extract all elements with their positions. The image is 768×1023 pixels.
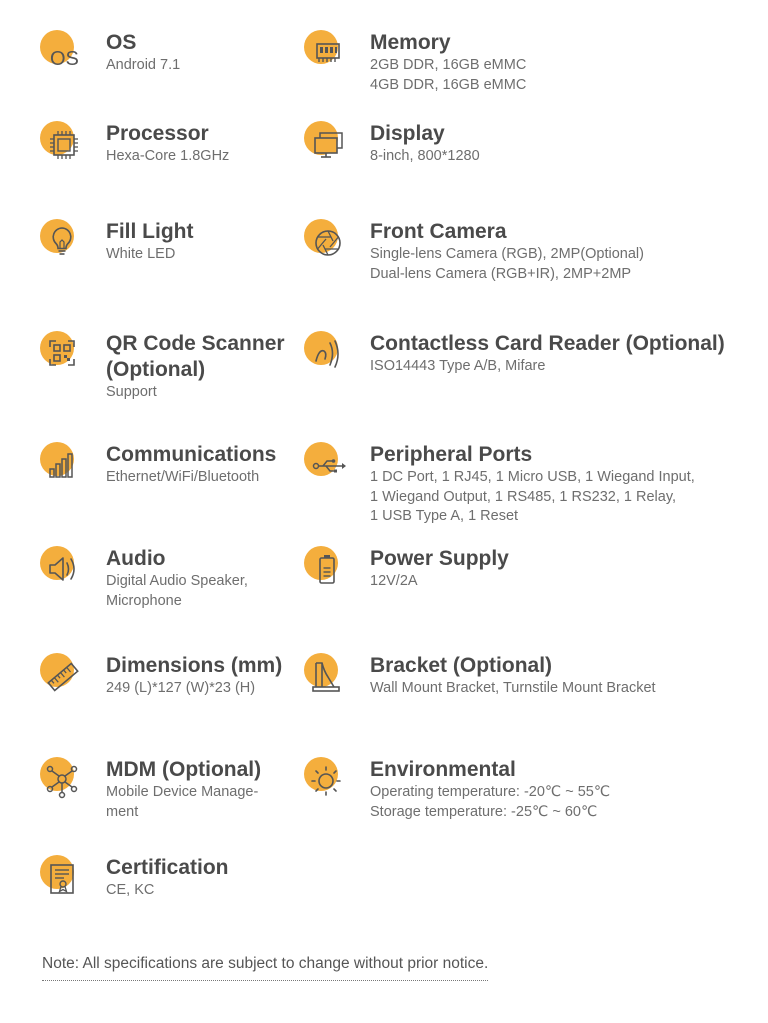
spec-description: 2GB DDR, 16GB eMMC 4GB DDR, 16GB eMMC [370,57,527,93]
monitor-icon [304,121,348,165]
spec-title: Bracket (Optional) [370,654,553,677]
spec-title: QR Code Scanner (Optional) [106,332,285,381]
spec-description: ISO14443 Type A/B, Mifare [370,358,546,374]
sun-icon [304,757,348,801]
processor-icon [40,121,84,165]
spec-description: 1 DC Port, 1 RJ45, 1 Micro USB, 1 Wiegand Input, 1 Wiegand Output, 1 RS485, 1 RS232, 1 Relay, 1 USB Type A, 1 Reset [370,469,695,524]
contactless-icon [304,331,348,375]
spec-title: Front Camera [370,220,507,243]
spec-description: Support [106,384,157,400]
bracket-icon [304,653,348,697]
spec-title: Display [370,122,445,145]
battery-icon [304,546,348,590]
spec-description: Single-lens Camera (RGB), 2MP(Optional) Dual-lens Camera (RGB+IR), 2MP+2MP [370,246,644,282]
spec-title: MDM (Optional) [106,758,262,781]
spec-description: Android 7.1 [106,57,181,73]
spec-title: Environmental [370,758,516,781]
ruler-icon [40,653,84,697]
spec-description: 8-inch, 800*1280 [370,148,480,164]
spec-description: 12V/2A [370,573,418,589]
spec-title: Dimensions (mm) [106,654,283,677]
spec-description: Ethernet/WiFi/Bluetooth [106,469,260,485]
spec-title: Processor [106,122,209,145]
speaker-icon [40,546,84,590]
spec-title: Memory [370,31,451,54]
spec-title: Certification [106,856,229,879]
network-nodes-icon [40,757,84,801]
spec-description: CE, KC [106,882,155,898]
spec-description: Digital Audio Speaker, Microphone [106,573,248,609]
spec-title: Power Supply [370,547,509,570]
spec-title: OS [106,31,137,54]
memory-chip-icon [304,30,348,74]
certificate-icon [40,855,84,899]
spec-title: Fill Light [106,220,194,243]
spec-description: 249 (L)*127 (W)*23 (H) [106,680,256,696]
light-bulb-icon [40,219,84,263]
signal-bars-icon [40,442,84,486]
spec-title: Communications [106,443,277,466]
usb-icon [304,442,348,486]
spec-description: Mobile Device Manage- ment [106,784,259,820]
spec-description: Wall Mount Bracket, Turnstile Mount Bracket [370,680,656,696]
svg-text:OS: OS [50,48,79,70]
qr-code-icon [40,331,84,375]
spec-title: Peripheral Ports [370,443,533,466]
camera-aperture-icon [304,219,348,263]
spec-title: Contactless Card Reader (Optional) [370,332,725,355]
disclaimer-note: Note: All specifications are subject to change without prior notice. [42,954,488,981]
spec-description: White LED [106,246,176,262]
spec-title: Audio [106,547,166,570]
os-text-icon [40,30,84,74]
spec-description: Operating temperature: -20℃ ~ 55℃ Storage temperature: -25℃ ~ 60℃ [370,784,611,820]
spec-description: Hexa-Core 1.8GHz [106,148,230,164]
